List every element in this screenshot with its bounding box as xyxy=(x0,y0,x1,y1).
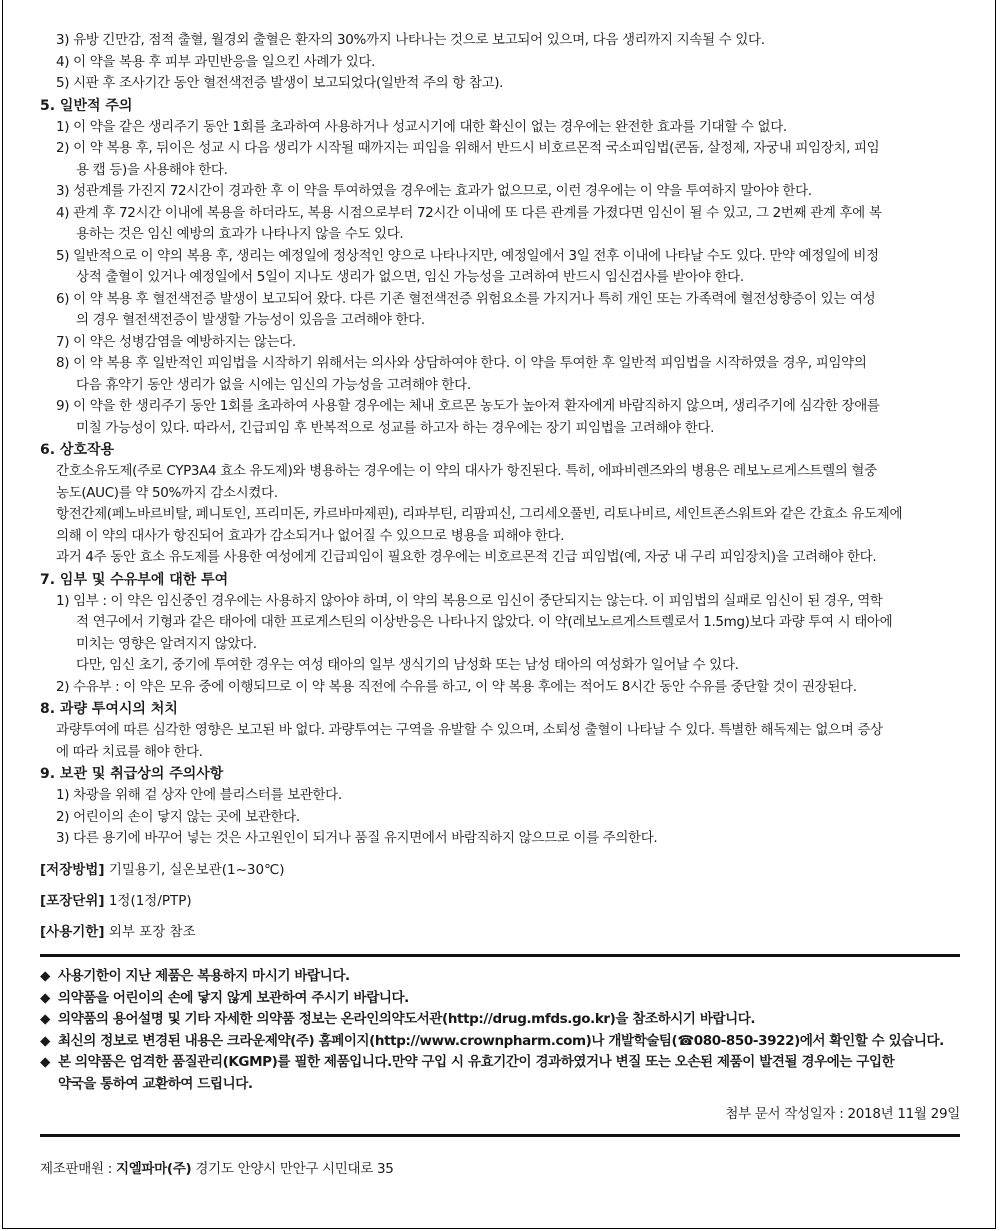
section-heading: 7. 임부 및 수유부에 대한 투여 xyxy=(40,571,229,588)
text-line: 미치는 영향은 알려지지 않았다. xyxy=(76,635,257,652)
text-line: 9) 이 약을 한 생리주기 동안 1회를 초과하여 사용할 경우에는 체내 호르몬 농도가 높아져 환자에게 바람직하지 않으며, 생리주기에 심각한 장애를 xyxy=(56,398,880,414)
text-line: 4) 이 약을 복용 후 피부 과민반응을 일으킨 사례가 있다. xyxy=(56,53,376,70)
text-line: 간호소유도제(주로 CYP3A4 효소 유도제)와 병용하는 경우에는 이 약의 대사가 항진된다. 특히, 에파비렌즈와의 병용은 레보노르게스트렐의 혈중 xyxy=(56,463,877,479)
text-line: 적 연구에서 기형과 같은 태아에 대한 프로게스틴의 이상반응은 나타나지 않았다. 이 약(레보노르게스트렐로서 1.5mg)보다 과량 투여 시 태아에 xyxy=(76,614,893,630)
divider xyxy=(40,1134,960,1137)
text-line: 다음 휴약기 동안 생리가 없을 시에는 임신의 가능성을 고려해야 한다. xyxy=(76,376,471,393)
diamond-bullet-icon: ◆ xyxy=(40,989,50,1006)
general-precautions xyxy=(40,117,960,440)
text-line: 1) 임부 : 이 약은 임신중인 경우에는 사용하지 않아야 하며, 이 약의 복용으로 임신이 중단되지는 않는다. 이 피임법의 실패로 임신이 된 경우, 역학 xyxy=(56,592,883,609)
text-line: 용 캡 등)을 사용해야 한다. xyxy=(76,161,228,178)
manufacturer-address: 경기도 안양시 만안구 시민대로 35 xyxy=(195,1161,394,1177)
diamond-bullet-icon: ◆ xyxy=(40,1032,50,1049)
text-line: 용하는 것은 임신 예방의 효과가 나타나지 않을 수도 있다. xyxy=(76,226,404,242)
field-label: [저장방법] xyxy=(40,861,105,878)
overdose xyxy=(40,720,960,763)
section-heading: 9. 보관 및 취급상의 주의사항 xyxy=(40,766,224,782)
text-line: 3) 유방 긴만감, 점적 출혈, 월경외 출혈은 환자의 30%까지 나타나는 것으로 보고되어 있으며, 다음 생리까지 지속될 수 있다. xyxy=(56,32,765,48)
notice-box xyxy=(40,966,960,1095)
pregnancy-lactation xyxy=(40,591,960,699)
text-line: 에 따라 치료를 해야 한다. xyxy=(56,743,203,760)
notice-item: ◆ 의약품을 어린이의 손에 닿지 않게 보관하여 주시기 바랍니다. xyxy=(40,988,960,1010)
diamond-bullet-icon: ◆ xyxy=(40,1054,50,1070)
adverse-reactions-tail xyxy=(40,30,960,95)
text-line: 과거 4주 동안 효소 유도제를 사용한 여성에게 긴급피임이 필요한 경우에는 비호르몬적 긴급 피임법(예, 자궁 내 구리 피임장치)을 고려해야 한다. xyxy=(56,549,877,565)
text-line: 1) 이 약을 같은 생리주기 동안 1회를 초과하여 사용하거나 성교시기에 대한 확신이 없는 경우에는 완전한 효과를 기대할 수 없다. xyxy=(56,118,787,135)
interactions xyxy=(40,461,960,569)
text-line: 3) 성관계를 가진지 72시간이 경과한 후 이 약을 투여하였을 경우에는 효과가 없으므로, 이런 경우에는 이 약을 투여하지 말아야 한다. xyxy=(56,183,812,199)
text-line: 1) 차광을 위해 겉 상자 안에 블리스터를 보관한다. xyxy=(56,787,342,803)
text-line: 다만, 임신 초기, 중기에 투여한 경우는 여성 태아의 일부 생식기의 남성화 또는 남성 태아의 여성화가 일어날 수 있다. xyxy=(76,657,739,673)
storage-method xyxy=(40,859,960,881)
divider xyxy=(40,954,960,957)
notice-item: ◆ 사용기한이 지난 제품은 복용하지 마시기 바랍니다. xyxy=(40,966,960,988)
notice-item: ◆ 의약품의 용어설명 및 기타 자세한 의약품 정보는 온라인의약도서관(http://drug.mfds.go.kr)을 참조하시기 바랍니다. xyxy=(40,1009,960,1031)
text-line: 4) 관계 후 72시간 이내에 복용을 하더라도, 복용 시점으로부터 72시간 이내에 또 다른 관계를 가졌다면 임신이 될 수 있고, 그 2번째 관계 후에 복 xyxy=(56,204,882,221)
field-label: [포장단위] xyxy=(40,892,105,909)
manufacturer-name: 지엘파마(주) xyxy=(115,1161,192,1177)
notice-item: ◆ 최신의 정보로 변경된 내용은 크라운제약(주) 홈페이지(http://www.crownpharm.com)나 개발학술팀(☎080-850-3922)에서 확인할 수 있습니다. xyxy=(40,1031,960,1053)
text-line: 상적 출혈이 있거나 예정일에서 5일이 지나도 생리가 없으면, 임신 가능성을 고려하여 반드시 임신검사를 받아야 한다. xyxy=(76,269,744,285)
field-value: 기밀용기, 실온보관(1~30℃) xyxy=(108,861,285,878)
text-line: 과량투여에 따른 심각한 영향은 보고된 바 없다. 과량투여는 구역을 유발할 수 있으며, 소퇴성 출혈이 나타날 수 있다. 특별한 해독제는 없으며 증상 xyxy=(56,722,883,738)
insert-body xyxy=(40,30,960,943)
section-heading: 8. 과량 투여시의 처치 xyxy=(40,701,178,717)
diamond-bullet-icon: ◆ xyxy=(40,1011,50,1027)
text-line: 2) 이 약 복용 후, 뒤이은 성교 시 다음 생리가 시작될 때까지는 피임을 위해서 반드시 비호르몬적 국소피임법(콘돔, 살정제, 자궁내 피임장치, 피임 xyxy=(56,140,880,156)
text-line: 7) 이 약은 성병감염을 예방하지는 않는다. xyxy=(56,333,296,350)
text-line: 의 경우 혈전색전증이 발생할 가능성이 있음을 고려해야 한다. xyxy=(76,312,425,328)
text-line: 6) 이 약 복용 후 혈전색전증 발생이 보고되어 왔다. 다른 기존 혈전색전증 위험요소를 가지거나 특히 개인 또는 가족력에 혈전성향증이 있는 여성 xyxy=(56,290,876,307)
diamond-bullet-icon: ◆ xyxy=(40,968,50,984)
text-line: 2) 어린이의 손이 닿지 않는 곳에 보관한다. xyxy=(56,808,300,825)
text-line: 5) 일반적으로 이 약의 복용 후, 생리는 예정일에 정상적인 양으로 나타나지만, 예정일에서 3일 전후 이내에 나타날 수도 있다. 만약 예정일에 비정 xyxy=(56,247,879,264)
notice-item: ◆ 본 의약품은 엄격한 품질관리(KGMP)를 필한 제품입니다.만약 구입 시 유효기간이 경과하였거나 변질 또는 오손된 제품이 발견될 경우에는 구입한 xyxy=(40,1052,960,1074)
text-line: 농도(AUC)를 약 50%까지 감소시켰다. xyxy=(56,484,278,501)
manufacturer-label: 제조판매원 : xyxy=(40,1161,112,1177)
document-date: 첨부 문서 작성일자 : 2018년 11월 29일 xyxy=(725,1106,960,1122)
text-line: 3) 다른 용기에 바꾸어 넣는 것은 사고원인이 되거나 품질 유지면에서 바람직하지 않으므로 이를 주의한다. xyxy=(56,830,658,846)
section-heading: 6. 상호작용 xyxy=(40,442,115,458)
field-label: [사용기한] xyxy=(40,923,105,940)
storage-handling xyxy=(40,785,960,850)
text-line: 미칠 가능성이 있다. 따라서, 긴급피임 후 반복적으로 성교를 하고자 하는 경우에는 장기 피임법을 고려해야 한다. xyxy=(76,419,715,436)
field-value: 외부 포장 참조 xyxy=(108,923,196,940)
notice-continuation: 약국을 통하여 교환하여 드립니다. xyxy=(58,1075,253,1092)
text-line: 2) 수유부 : 이 약은 모유 중에 이행되므로 이 약 복용 직전에 수유를 하고, 이 약 복용 후에는 적어도 8시간 동안 수유를 중단할 것이 권장된다. xyxy=(56,678,857,695)
field-value: 1정(1정/PTP) xyxy=(108,892,192,909)
text-line: 5) 시판 후 조사기간 동안 혈전색전증 발생이 보고되었다(일반적 주의 항 참고). xyxy=(56,75,504,91)
section-heading: 5. 일반적 주의 xyxy=(40,97,133,114)
manufacturer-info xyxy=(40,1157,394,1177)
text-line: 8) 이 약 복용 후 일반적인 피임법을 시작하기 위해서는 의사와 상담하여야 한다. 이 약을 투여한 후 일반적 피임법을 시작하였을 경우, 피임약의 xyxy=(56,355,867,371)
text-line: 의해 이 약의 대사가 항진되어 효과가 감소되거나 없어질 수 있으므로 병용을 피해야 한다. xyxy=(56,527,565,544)
expiry-info xyxy=(40,921,960,943)
packaging-unit xyxy=(40,890,960,912)
text-line: 항전간제(페노바르비탈, 페니토인, 프리미돈, 카르바마제핀), 리파부틴, 리팜피신, 그리세오풀빈, 리토나비르, 세인트존스워트와 같은 간효소 유도제에 xyxy=(56,506,903,522)
